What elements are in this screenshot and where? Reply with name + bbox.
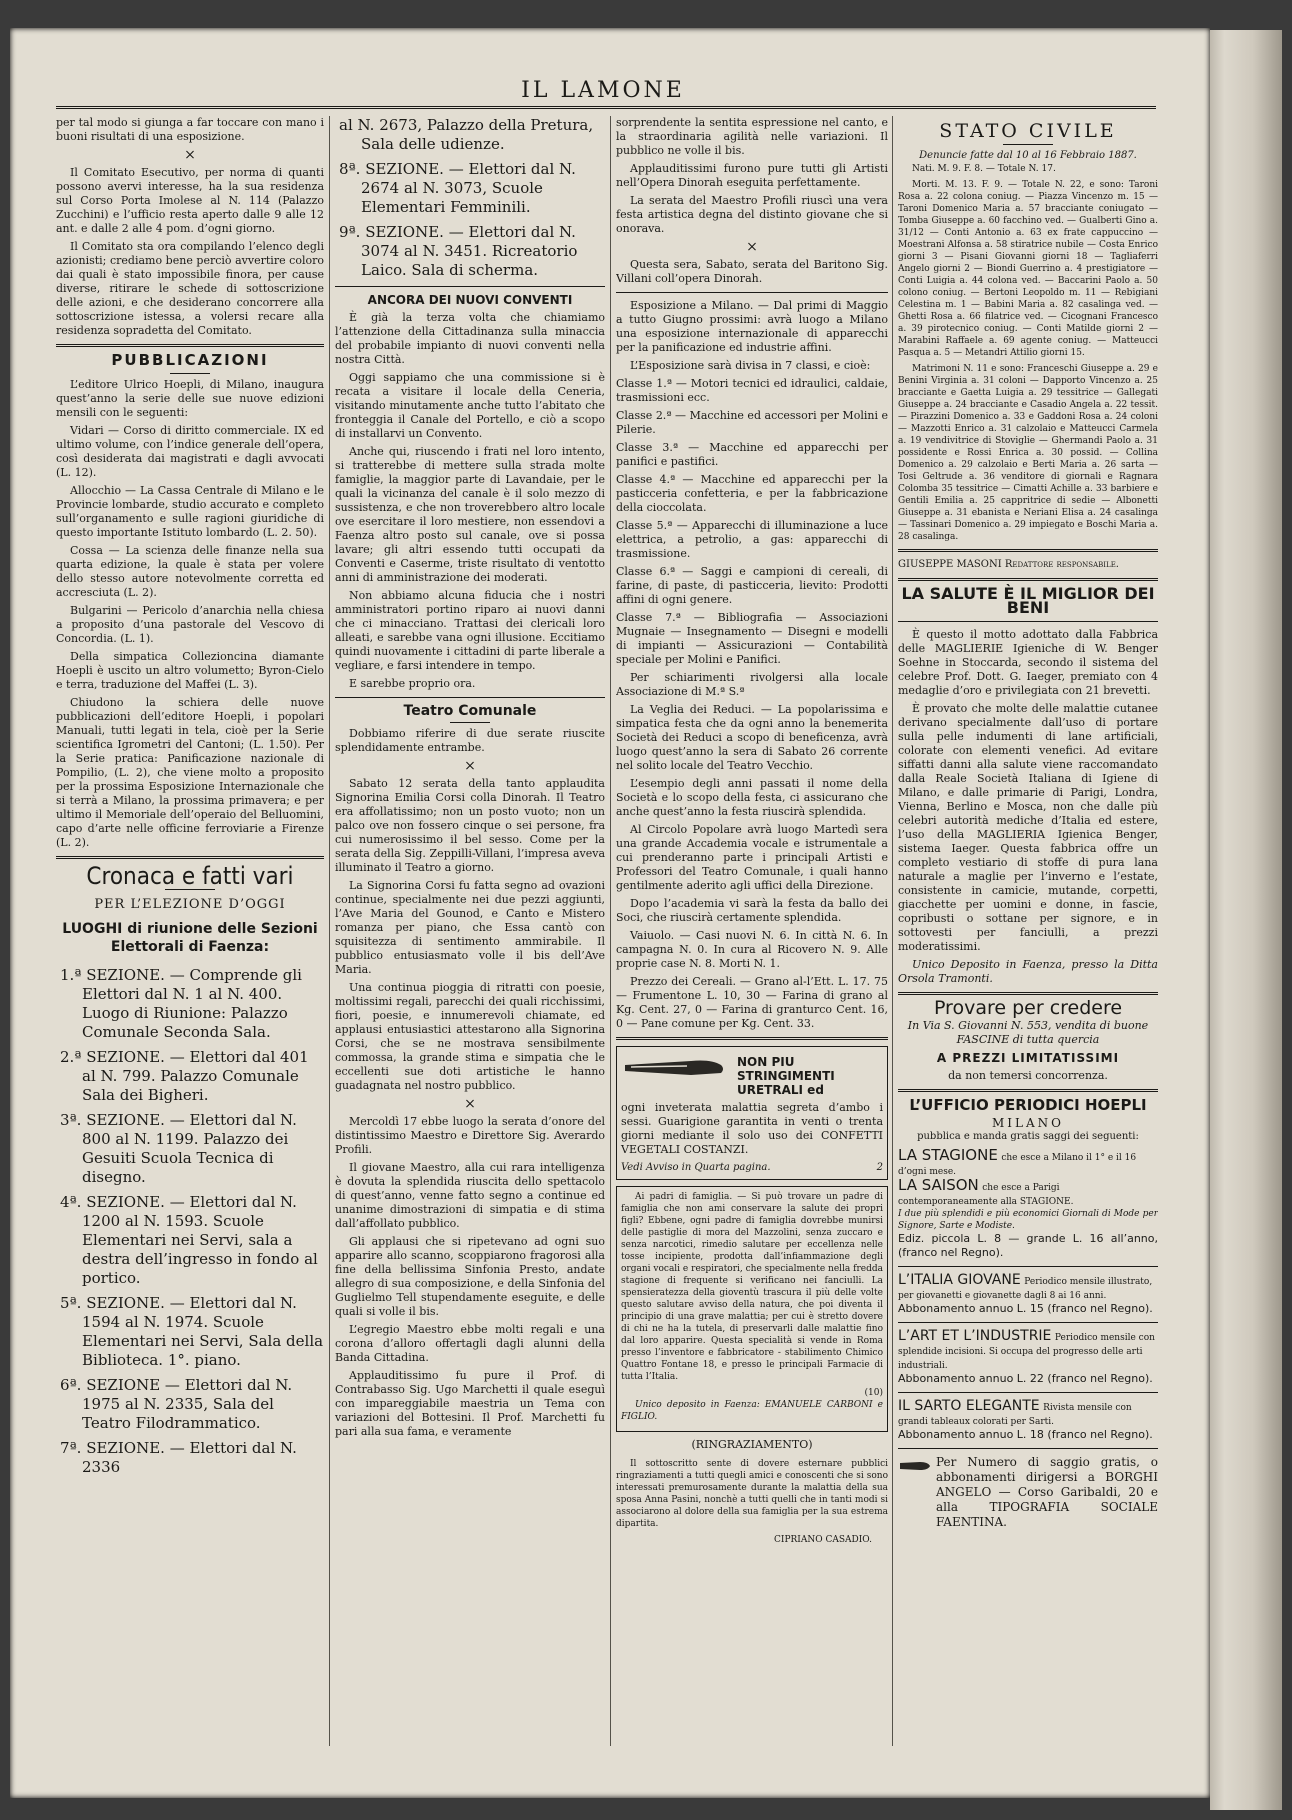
rule <box>170 373 210 374</box>
rule <box>898 1392 1158 1393</box>
morti-list: Morti. M. 13. F. 9. — Totale N. 22, e sono: Taroni Rosa a. 22 colona coniug. — Piazza Vincenzo m. 15 — Taroni Domenico Maria a. 57 bracciante coniugato — Tomba Giuseppe a. 60 facchino ved. — Gualberti Gino a. 31/12 — Conti Antonio a. 63 ex frate cappuccino — Moestrani Alfonsa a. 58 stiratrice nubile — Costa Enrico giorni 3 — Pisani Giovanni giorni 18 — Tagliaferri Angelo giorni 2 — Biondi Guerrino a. 4 prestigiatore — Conti Luigia a. 44 colona ved. — Baccarini Paolo a. 50 colono coniug. — Bertoni Leopoldo m. 11 — Rebigiani Celestina m. 1 — Babini Maria a. 82 casalinga ved. — Ghetti Rosa a. 66 filatrice ved. — Cicognani Francesco a. 39 pirotecnico coniug. — Conti Matilde giorni 2 — Marabini Raffaele a. 69 agente coniug. — Matteucci Pasqua a. 5 — Metandri Attilio giorni 15. <box>898 180 1158 358</box>
teatro-paragraph: La Signorina Corsi fu fatta segno ad ovazioni continue, specialmente nei due pezzi aggiunti, l’Ave Maria del Gounod, e Canto e Mistero romanza per piano, che Essa cantò con squisitezza di sentimento ammirabile. Il pubblico entusiasmato volle il bis dell’Ave Maria. <box>335 879 605 976</box>
art-note: Periodico mensile con splendide incisioni. Si occupa del progresso delle arti industriali. <box>898 1333 1155 1371</box>
rule <box>898 549 1158 552</box>
teatro-paragraph: sorprendente la sentita espressione nel canto, e la straordinaria agilità nelle variazioni. Il pubblico ne volle il bis. <box>616 116 888 157</box>
padri-text: Ai padri di famiglia. — Si può trovare un padre di famiglia che non ami conservare la salute dei propri figli? Ebbene, ogni padre di famiglia dovrebbe munirsi delle pastiglie di mora del Mazzolini, senza zuccaro e senza narcotici, rimedio salutare per eccellenza nelle tosse incipiente, prodotta dall’infiammazione degli organi vocali e respiratori, che specialmente nella fredda stagione di frequente si verificano nei fanciulli. La spensieratezza della gioventù trascura il più delle volte questo salutare avviso della natura, che poi diventa il principio di una grave malattia; per cui è stretto dovere di chi ne ha la tutela, di preservarli dalle malattie fino dal loro apparire. Questa specialità si vende in Roma presso l’inventore e fabbricatore - stabilimento Chimico Quattro Fontane 18, e presso le principali Farmacie di tutta l’Italia. <box>621 1192 883 1382</box>
salute-paragraph: È questo il motto adottato dalla Fabbrica delle MAGLIERIE Igieniche di W. Benger Soehne in Stoccarda, secondo il sistema del celebre Prof. Dott. G. Iaeger, premiato con 4 medaglie d’oro e privilegiata con 21 brevetti. <box>898 628 1158 697</box>
hoepli-city: MILANO <box>992 1116 1064 1130</box>
circolo-paragraph: Dopo l’academia vi sarà la festa da ballo dei Soci, che riuscirà certamente splendida. <box>616 897 888 924</box>
salute-deposito: Unico Deposito in Faenza, presso la Ditta Orsola Tramonti. <box>898 958 1158 985</box>
rule <box>56 344 324 347</box>
conventi-paragraph: Non abbiamo alcuna fiducia che i nostri amministratori portino riparo ai nuovi danni che ci minacciano. Trattasi dei clericali loro alleati, e sarebbe vana ogni illusione. Eccitiamo quindi nuovamente i cittadini di parte liberale a vegliare, e farsi intendere in tempo. <box>335 589 605 672</box>
separator-mark: × <box>746 239 758 255</box>
confetti-ad <box>616 1046 888 1180</box>
conventi-heading: ANCORA DEI NUOVI CONVENTI <box>367 293 573 307</box>
column-4 <box>898 116 1158 1746</box>
masthead: IL LAMONE <box>521 78 685 103</box>
rule <box>335 286 605 287</box>
sezione-entry: 7ª. SEZIONE. — Elettori dal N. 2336 <box>60 1439 297 1476</box>
classe-item: Classe 3.ª — Macchine ed apparecchi per panifici e pastifici. <box>616 441 888 468</box>
rule <box>56 856 324 859</box>
teatro-paragraph: Mercoldì 17 ebbe luogo la serata d’onore del distintissimo Maestro e Direttore Sig. Averardo Profili. <box>335 1115 605 1156</box>
rule <box>898 1448 1158 1449</box>
comitato-paragraph: Il Comitato sta ora compilando l’elenco degli azionisti; crediamo bene perciò avvertire coloro dai quali è stato impossibile finora, per cause diverse, ritirare le schede di sottoscrizione delle azioni, e che desiderano concorrere alla sottoscrizione istessa, a volersi recare alla residenza sopradetta del Comitato. <box>56 240 324 337</box>
teatro-paragraph: Sabato 12 serata della tanto applaudita Signorina Emilia Corsi colla Dinorah. Il Teatro era affollatissimo; non un posto vuoto; non un palco ove non fossero cinque o sei persone, fra cui numerosissimo il bel sesso. Come per la serata della Sig. Zeppilli-Villani, l’impresa aveva illuminato il Teatro a giorno. <box>335 777 605 874</box>
elezione-heading: PER L’ELEZIONE D’OGGI <box>94 897 286 912</box>
column-divider <box>610 116 611 1746</box>
page-edge-stack <box>1210 30 1282 1810</box>
rule <box>898 1089 1158 1092</box>
padri-ad <box>616 1186 888 1432</box>
saison-title: LA SAISON <box>898 1176 979 1194</box>
comitato-paragraph: Il Comitato Esecutivo, per norma di quanti possono avervi interesse, ha la sua residenza sul Corso Porta Imolese al N. 114 (Palazzo Zucchini) e l’ufficio resta aperto dalle 9 alle 12 ant. e dalle 2 alle 4 pom. d’ogni giorno. <box>56 166 324 235</box>
column-3 <box>616 116 888 1746</box>
provare-text: In Via S. Giovanni N. 553, vendita di buone FASCINE di tutta quercia <box>907 1019 1149 1046</box>
column-divider <box>329 116 330 1746</box>
hoepli-heading: L’UFFICIO PERIODICI HOEPLI <box>909 1096 1147 1114</box>
sezione-entry: 1.ª SEZIONE. — Comprende gli Elettori dal N. 1 al N. 400. Luogo di Riunione: Palazzo Comunale Seconda Sala. <box>60 966 302 1041</box>
separator-mark: × <box>464 1096 476 1112</box>
confetti-number: 2 <box>876 1162 883 1173</box>
provare-heading: Provare per credere <box>933 997 1123 1019</box>
newspaper-page <box>48 50 1158 1750</box>
esposizione-paragraph: Per schiarimenti rivolgersi alla locale Associazione di M.ª S.ª <box>616 671 888 698</box>
conventi-paragraph: È già la terza volta che chiamiamo l’attenzione della Cittadinanza sulla minaccia del probabile impianto di nuovi conventi nella nostra Città. <box>335 311 605 366</box>
ringraziamento-signature: CIPRIANO CASADIO. <box>774 1535 872 1545</box>
rule <box>898 1266 1158 1267</box>
classe-item: Classe 7.ª — Bibliografia — Associazioni Mugnaie — Insegnamento — Disegni e modelli di impianti — Assicurazioni — Contabilità speciale per Molini e Panifici. <box>616 611 888 666</box>
sarto-price: Abbonamento annuo L. 18 (franco nel Regno). <box>898 1428 1153 1441</box>
pub-paragraph: Chiudono la schiera delle nuove pubblicazioni dell’editore Hoepli, i popolari Manuali, tutti legati in tela, cioè per la Serie scientifica Igrometri del Cantoni; (L. 1.50). Per la Serie pratica: Panificazione nazionale di Pompilio, (L. 2), che viene molto a proposito per la prossima Esposizione Internazionale che si terrà a Milano, la prossima primavera; e per ultimo il Memoriale dell’operaio del Belluomini, capo d’arte nelle officine ferroviarie a Firenze (L. 2). <box>56 696 324 849</box>
classe-item: Classe 5.ª — Apparecchi di illuminazione a luce elettrica, a petrolio, a gas: apparecchi di trasmissione. <box>616 519 888 560</box>
saison-note: che esce a Parigi contemporaneamente alla STAGIONE. <box>898 1183 1074 1207</box>
sezione-entry: 9ª. SEZIONE. — Elettori dal N. 3074 al N. 3451. Ricreatorio Laico. Sala di scherma. <box>339 223 578 279</box>
column-2 <box>335 116 605 1746</box>
teatro-paragraph: Applauditissimo fu pure il Prof. di Contrabasso Sig. Ugo Marchetti il quale eseguì con impareggiabile maestria un Tema con variazioni del Bottesini. Il Prof. Marchetti fu pari alla sua fama, e veramente <box>335 1369 605 1438</box>
sezione-entry: 6ª. SEZIONE — Elettori dal N. 1975 al N. 2335, Sala del Teatro Filodrammatico. <box>60 1376 293 1432</box>
provare-end: da non temersi concorrenza. <box>948 1069 1108 1082</box>
column-1 <box>56 116 324 1746</box>
padri-number: (10) <box>864 1388 883 1398</box>
luoghi-heading: LUOGHI di riunione delle Sezioni Elettorali di Faenza: <box>62 921 318 955</box>
masthead-rule <box>56 106 1156 109</box>
pub-paragraph: L’editore Ulrico Hoepli, di Milano, inaugura quest’anno la serie delle sue nuove edizioni mensili con le seguenti: <box>56 378 324 419</box>
saison-price: Ediz. piccola L. 8 — grande L. 16 all’anno, (franco nel Regno). <box>898 1232 1158 1259</box>
classe-item: Classe 2.ª — Macchine ed accessori per Molini e Pilerie. <box>616 409 888 436</box>
stato-dates: Denuncie fatte dal 10 al 16 Febbraio 1887. <box>919 150 1137 161</box>
rule <box>898 578 1158 581</box>
veglia-paragraph: La Veglia dei Reduci. — La popolarissima e simpatica festa che da ogni anno la benemerita Società dei Reduci a scopo di beneficenza, avrà luogo quest’anno la sera di Sabato 26 corrente nel solito locale del Teatro Vecchio. <box>616 703 888 772</box>
confetti-headline: NON PIU STRINGIMENTI URETRALI ed <box>737 1055 835 1097</box>
teatro-paragraph: Applauditissimi furono pure tutti gli Artisti nell’Opera Dinorah eseguita perfettamente. <box>616 162 888 189</box>
pub-paragraph: Della simpatica Collezioncina diamante Hoepli è uscito un altro volumetto; Byron-Cielo e terra, traduzione del Maffei (L. 3). <box>56 650 324 691</box>
teatro-paragraph: Una continua pioggia di ritratti con poesie, moltissimi regali, parecchi dei quali ricchissimi, fiori, poesie, e innumerevoli chiamate, ed applausi entusiastici attestarono alla Signorina Corsi, che se ne mostrava sensibilmente commossa, la grande stima e simpatia che le eccellenti sue doti artistiche le hanno guadagnata nel nostro pubblico. <box>335 981 605 1092</box>
conventi-paragraph: Oggi sappiamo che una commissione si è recata a visitare il locale della Ceneria, visitando minutamente anche tutto l’abitato che fronteggia il Canale del Portello, e ciò a scopo di installarvi un Convento. <box>335 371 605 440</box>
hand-pointer-icon <box>621 1053 731 1083</box>
rule <box>616 292 888 293</box>
art-price: Abbonamento annuo L. 22 (franco nel Regno). <box>898 1372 1153 1385</box>
ringraziamento-text: Il sottoscritto sente di dovere esternare pubblici ringraziamenti a tutti quegli amici e conoscenti che si sono interessati premurosamente durante la malattia della sua sposa Anna Pasini, nonchè a tutti quelli che in tanti modi si associarono al dolore della sua famiglia per la sua estrema dipartita. <box>616 1459 888 1529</box>
sarto-title: IL SARTO ELEGANTE <box>898 1398 1040 1414</box>
classe-item: Classe 1.ª — Motori tecnici ed idraulici, caldaie, trasmissioni ecc. <box>616 377 888 404</box>
italia-price: Abbonamento annuo L. 15 (franco nel Regno). <box>898 1302 1153 1315</box>
provare-prezzi: A PREZZI LIMITATISSIMI <box>936 1051 1120 1065</box>
vaiuolo-paragraph: Vaiuolo. — Casi nuovi N. 6. In città N. 6. In campagna N. 0. In cura al Ricovero N. 9. Alle proprie case N. 8. Morti N. 1. <box>616 929 888 970</box>
confetti-body: ogni inveterata malattia segreta d’ambo i sessi. Guarigione garantita in venti o trenta giorni mediante il solo uso dei CONFETTI VEGETALI COSTANZI. <box>621 1101 883 1156</box>
pub-paragraph: Cossa — La scienza delle finanze nella sua quarta edizione, la quale è stata per volere dello stesso autore notevolmente corretta ed accresciuta (L. 2). <box>56 544 324 599</box>
italia-note: Periodico mensile illustrato, per giovanetti e giovanette dagli 8 ai 16 anni. <box>898 1277 1153 1301</box>
rule <box>616 1037 888 1040</box>
circolo-paragraph: Al Circolo Popolare avrà luogo Martedì sera una grande Accademia vocale e istrumentale a cui prenderanno parte i principali Artisti e Professori del Teatro Comunale, i quali hanno gentilmente aderito agli uffici della Direzione. <box>616 823 888 892</box>
nati-line: Nati. M. 9. F. 8. — Totale N. 17. <box>912 164 1056 174</box>
esposizione-paragraph: Esposizione a Milano. — Dal primi di Maggio a tutto Giugno prossimi: avrà luogo a Milano una esposizione internazionale di apparecchi per la panificazione ed industrie affini. <box>616 299 888 354</box>
classe-item: Classe 4.ª — Macchine ed apparecchi per la pasticceria confetteria, e per la fabbricazione della cioccolata. <box>616 473 888 514</box>
hand-pointer-icon <box>898 1457 932 1475</box>
veglia-paragraph: L’esempio degli anni passati il nome della Società e lo scopo della festa, ci assicurano che anche quest’anno la festa riuscirà splendida. <box>616 777 888 818</box>
hoepli-intro: pubblica e manda gratis saggi dei seguenti: <box>917 1131 1139 1142</box>
teatro-paragraph: La serata del Maestro Profili riuscì una vera festa artistica degna del distinto giovane che si onorava. <box>616 194 888 235</box>
salute-paragraph: È provato che molte delle malattie cutanee derivano specialmente dall’uso di portare sulla pelle indumenti di lane artificiali, colorate con elementi venefici. Ad evitare siffatti danni alla salute viene raccomandato dalla Reale Società Italiana di Igiene di Milano, e dalle primarie di Parigi, Londra, Vienna, Berlino e Mosca, non che dalle più celebri autorità mediche d’Italia ed estere, l’uso della MAGLIERIA Igienica Benger, sistema Iaeger. Questa fabbrica offre un completo vestiario di stoffe di pura lana naturale a maglie per l’inverno e l’estate, consistente in camicie, mutande, corpetti, giacchette per uomini e donne, in fascie, copribusti o sottane per signore, e in sottovesti per fanciulli, a prezzi moderatissimi. <box>898 702 1158 953</box>
sezione-entry: 5ª. SEZIONE. — Elettori dal N. 1594 al N. 1974. Scuole Elementari nei Servi, Sala della Biblioteca. 1°. piano. <box>60 1294 324 1369</box>
sarto-note: Rivista mensile con grandi tableaux colorati per Sarti. <box>898 1403 1132 1427</box>
rule <box>1003 144 1053 145</box>
article-tail: per tal modo si giunga a far toccare con mano i buoni risultati di una esposizione. <box>56 116 324 143</box>
ringraziamento-heading: (RINGRAZIAMENTO) <box>691 1438 813 1451</box>
separator-mark: × <box>464 758 476 774</box>
teatro-paragraph: Il giovane Maestro, alla cui rara intelligenza è dovuta la splendida riuscita dello spettacolo di quest’anno, venne fatto segno a continue ed unanime dimostrazioni di simpatia e di stima dall’affollato pubblico. <box>335 1161 605 1230</box>
matrimoni-list: Matrimoni N. 11 e sono: Franceschi Giuseppe a. 29 e Benini Virginia a. 31 coloni — Dapporto Vincenzo a. 25 bracciante e Gaetta Luigia a. 29 tessitrice — Gallegati Giuseppe a. 24 bracciante e Casadio Angela a. 22 tessit. — Pirazzini Domenico a. 33 e Gaddoni Rosa a. 24 coloni — Mazzotti Enrico a. 31 calzolaio e Matteucci Carmela a. 19 vendivitrice di Stoviglie — Ghermandi Paolo a. 31 possidente e Rossi Enrica a. 30 possid. — Collina Domenico a. 29 calzolaio e Berti Maria a. 26 sarta — Tosi Geltrude a. 36 venditore di giornali e Ragnara Colomba 35 tessitrice — Cimatti Achille a. 33 barbiere e Gentili Emilia a. 25 cappritrice di sedie — Albonetti Giuseppe a. 31 ebanista e Neriani Elisa a. 24 casalinga — Tassinari Domenico a. 29 impiegato e Boschi Maria a. 28 casalinga. <box>898 364 1158 542</box>
hoepli-final: Per Numero di saggio gratis, o abbonamenti dirigersi a BORGHI ANGELO — Corso Garibaldi, 20 e alla TIPOGRAFIA SOCIALE FAENTINA. <box>936 1455 1158 1529</box>
classe-item: Classe 6.ª — Saggi e campioni di cereali, di farine, di paste, di pasticceria, lievito: Prodotti affini di ogni genere. <box>616 565 888 606</box>
column-divider <box>892 116 893 1746</box>
rule <box>898 621 1158 622</box>
padri-deposito: Unico deposito in Faenza: EMANUELE CARBONI e FIGLIO. <box>621 1400 883 1422</box>
esposizione-paragraph: L’Esposizione sarà divisa in 7 classi, e cioè: <box>630 359 871 372</box>
confetti-note: Vedi Avviso in Quarta pagina. <box>621 1162 771 1173</box>
stagione-title: LA STAGIONE <box>898 1146 998 1164</box>
stagione-note: che esce a Milano il 1° e il 16 d’ogni mese. <box>898 1153 1137 1177</box>
conventi-paragraph: E sarebbe proprio ora. <box>349 677 476 690</box>
sezione-entry: 3ª. SEZIONE. — Elettori dal N. 800 al N. 1199. Palazzo dei Gesuiti Scuola Tecnica di disegno. <box>60 1111 297 1186</box>
pub-paragraph: Bulgarini — Pericolo d’anarchia nella chiesa a proposito d’una pastorale del Vescovo di Concordia. (L. 1). <box>56 604 324 645</box>
sezione-entry: 4ª. SEZIONE. — Elettori dal N. 1200 al N. 1593. Scuole Elementari nei Servi, sala a destra dell’ingresso in fondo al portico. <box>60 1193 318 1287</box>
rule <box>898 992 1158 995</box>
salute-heading: LA SALUTE È IL MIGLIOR DEI BENI <box>901 584 1155 617</box>
pubblicazioni-heading: PUBBLICAZIONI <box>111 351 269 369</box>
cronaca-heading: Cronaca e fatti vari <box>86 862 294 890</box>
teatro-heading: Teatro Comunale <box>403 703 537 719</box>
conventi-paragraph: Anche qui, riuscendo i frati nel loro intento, si tratterebbe di mettere sulla strada molte famiglie, la maggior parte di Lavandaie, per le quali la vicinanza del canale è il solo mezzo di sussistenza, e che non troverebbero altro locale ove esercitare il loro mestiere, non essendovi a Faenza altro posto sul canale, ove si possa lavare; gli altri essendo tutti occupati da Conventi e Caserme, triste risultato di ventotto anni di amministrazione dei moderati. <box>335 445 605 584</box>
art-title: L’ART ET L’INDUSTRIE <box>898 1328 1052 1344</box>
pub-paragraph: Allocchio — La Cassa Centrale di Milano e le Provincie lombarde, studio accurato e completo sull’organamento e sulle ragioni giuridiche di questo importante Istituto lombardo (L. 2. 50). <box>56 484 324 539</box>
sezione-entry: 8ª. SEZIONE. — Elettori dal N. 2674 al N. 3073, Scuole Elementari Femminili. <box>339 160 576 216</box>
rule <box>898 1322 1158 1323</box>
teatro-paragraph: Gli applausi che si ripetevano ad ogni suo apparire allo scanno, scoppiarono fragorosi alla fine della bellissima Sinfonia Presto, andate allegro di sua composizione, e della Sinfonia del Guglielmo Tell stupendamente eseguite, e delle quali si volle il bis. <box>335 1235 605 1318</box>
teatro-paragraph: Questa sera, Sabato, serata del Baritono Sig. Villani coll’opera Dinorah. <box>616 258 888 285</box>
gerente-line: GIUSEPPE MASONI Redattore responsabile. <box>898 559 1119 570</box>
rule <box>450 722 490 723</box>
teatro-paragraph: L’egregio Maestro ebbe molti regali e una corona d’alloro offertagli dagli alunni della Banda Cittadina. <box>335 1323 605 1364</box>
pub-paragraph: Vidari — Corso di diritto commerciale. IX ed ultimo volume, con l’indice generale dell’opera, così desiderata dai magistrati e dagli avvocati (L. 12). <box>56 424 324 479</box>
sezione-entry: al N. 2673, Palazzo della Pretura, Sala delle udienze. <box>339 116 594 153</box>
stato-civile-heading: STATO CIVILE <box>939 120 1117 142</box>
saison-desc: I due più splendidi e più economici Giornali di Mode per Signore, Sarte e Modiste. <box>898 1209 1158 1231</box>
teatro-paragraph: Dobbiamo riferire di due serate riuscite splendidamente entrambe. <box>335 727 605 754</box>
sezione-entry: 2.ª SEZIONE. — Elettori dal 401 al N. 799. Palazzo Comunale Sala dei Bigheri. <box>60 1048 309 1104</box>
cereali-paragraph: Prezzo dei Cereali. — Grano al-l’Ett. L. 17. 75 — Frumentone L. 10, 30 — Farina di grano al Kg. Cent. 27, 0 — Farina di granturco Cent. 16, 0 — Pane comune per Kg. Cent. 33. <box>616 975 888 1030</box>
rule <box>335 697 605 698</box>
italia-title: L’ITALIA GIOVANE <box>898 1272 1021 1288</box>
separator-mark: × <box>184 147 196 163</box>
